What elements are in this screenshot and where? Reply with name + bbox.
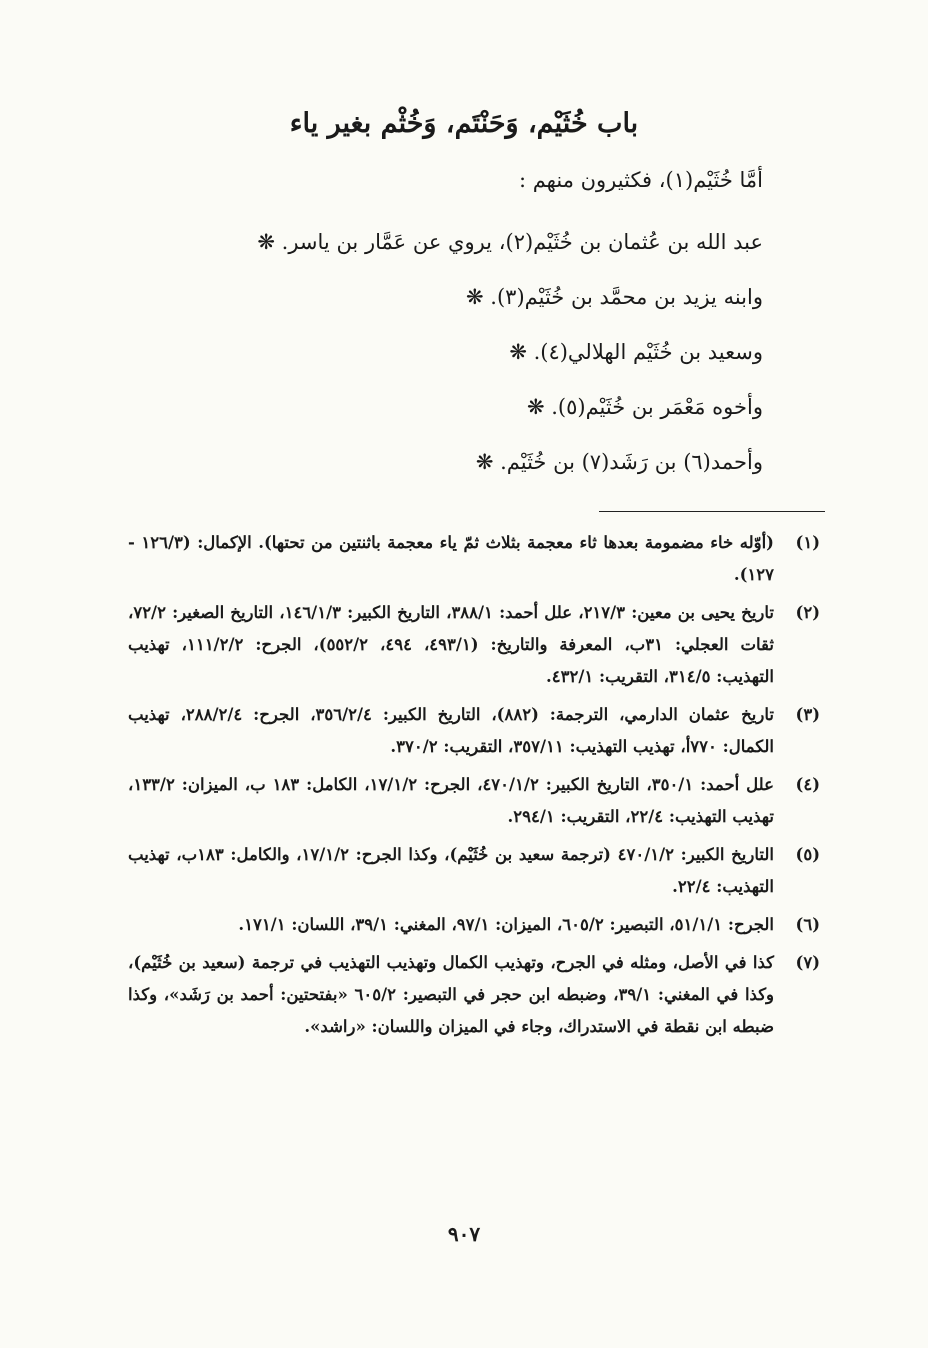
footnote-number: (٤) [795, 775, 820, 794]
footnote-text: تاريخ يحيى بن معين: ٢١٧/٣، علل أحمد: ٣٨٨/١، التاريخ الكبير: ١٤٦/١/٣، التاريخ الصغير: ٧٢/٢، ثقات العجلي: ٣١ب، المعرفة والتاريخ: (٤٩٣/١، ٤٩٤، ٥٥٢/٢)، الجرح: ١١١/٢/٢، تهذيب التهذيب: ٣١٤/٥، التقريب: ٤٣٢/١. [128, 603, 775, 686]
list-item: وأحمد(٦) بن رَشَد(٧) بن خُثَيْم. ❋ [475, 450, 763, 474]
footnote [128, 769, 820, 833]
chapter-title: باب خُثَيْم، وَحَنْتَم، وَخُثْم بغير ياء [289, 108, 639, 139]
footnote [128, 839, 820, 903]
list-item: وابنه يزيد بن محمَّد بن خُثَيْم(٣). ❋ [466, 285, 763, 309]
footnote-text: (أوّله خاء مضمومة بعدها ثاء معجمة بثلاث ثمّ ياء معجمة باثنتين من تحتها). الإكمال: (١٢٦/٣ - ١٢٧). [128, 533, 774, 584]
entry-list [123, 224, 763, 499]
footnote-text: تاريخ عثمان الدارمي، الترجمة: (٨٨٢)، التاريخ الكبير: ٣٥٦/٢/٤، الجرح: ٢٨٨/٢/٤، تهذيب الكمال: ٧٧٠أ، تهذيب التهذيب: ٣٥٧/١١، التقريب: ٣٧٠/٢. [128, 705, 774, 756]
footnote [128, 909, 820, 941]
footnote-number: (٦) [795, 915, 820, 934]
footnotes [128, 527, 820, 1049]
footnote-divider [599, 511, 825, 512]
list-item: عبد الله بن عُثمان بن خُثَيْم(٢)، يروي عن عَمَّار بن ياسر. ❋ [257, 230, 763, 254]
footnote-text: كذا في الأصل، ومثله في الجرح، وتهذيب الكمال وتهذيب التهذيب في ترجمة (سعيد بن خُثَيْم)، وكذا في المغني: ٣٩/١، وضبطه ابن حجر في التبصير: ٦٠٥/٢ «بفتحتين: أحمد بن رَشَد»، وكذا ضبطه ابن نقطة في الاستدراك، وجاء في الميزان واللسان: «راشد». [128, 953, 775, 1036]
footnote [128, 597, 820, 693]
footnote-text: التاريخ الكبير: ٤٧٠/١/٢ (ترجمة سعيد بن خُثَيْم)، وكذا الجرح: ١٧/١/٢، والكامل: ١٨٣ب، تهذيب التهذيب: ٢٢/٤. [128, 845, 774, 896]
footnote [128, 527, 820, 591]
footnote [128, 699, 820, 763]
footnote-number: (٧) [795, 953, 820, 972]
footnote [128, 947, 820, 1043]
footnote-text: علل أحمد: ٣٥٠/١، التاريخ الكبير: ٤٧٠/١/٢، الجرح: ١٧/١/٢، الكامل: ١٨٣ ب، الميزان: ١٣٣/٢، تهذيب التهذيب: ٢٢/٤، التقريب: ٢٩٤/١. [128, 775, 774, 826]
footnote-number: (٢) [795, 603, 820, 622]
footnote-number: (٣) [795, 705, 820, 724]
page-number: ٩٠٧ [447, 1222, 481, 1246]
list-item: وأخوه مَعْمَر بن خُثَيْم(٥). ❋ [526, 395, 763, 419]
footnote-number: (٥) [795, 845, 820, 864]
footnote-number: (١) [795, 533, 820, 552]
intro-line: أمَّا خُثَيْم(١)، فكثيرون منهم : [518, 168, 763, 192]
footnote-text: الجرح: ٥١/١/١، التبصير: ٦٠٥/٢، الميزان: ٩٧/١، المغني: ٣٩/١، اللسان: ١٧١/١. [238, 915, 774, 934]
list-item: وسعيد بن خُثَيْم الهلالي(٤). ❋ [509, 340, 763, 364]
